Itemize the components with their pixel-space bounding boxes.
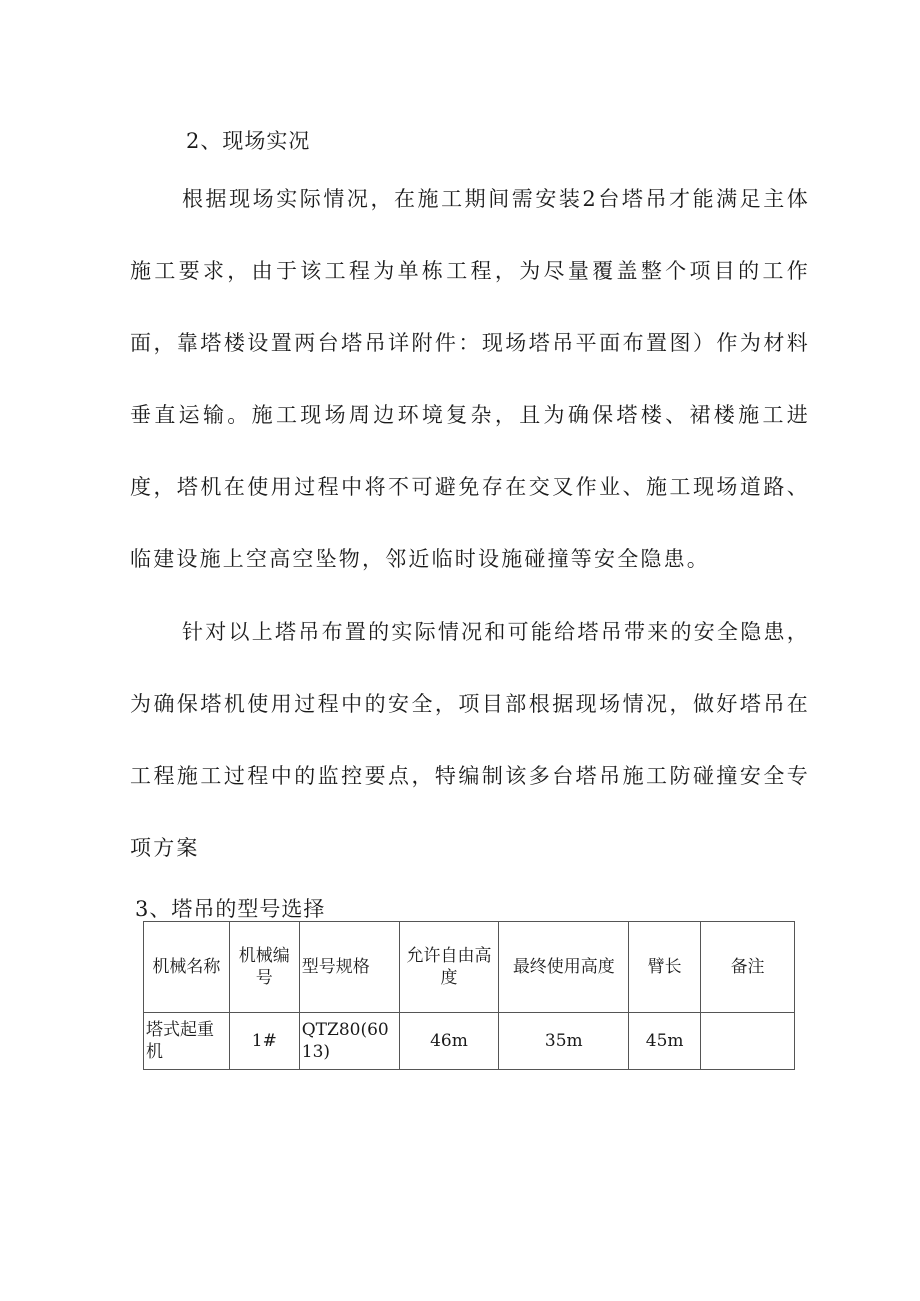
table-cell: 塔式起重机 [144,1013,230,1070]
table-cell: 46m [399,1013,499,1070]
table-cell: 35m [499,1013,629,1070]
paragraph-safety-plan: 针对以上塔吊布置的实际情况和可能给塔吊带来的安全隐患，为确保塔机使用过程中的安全，项目部根据现场情况，做好塔吊在工程施工过程中的监控要点，特编制该多台塔吊施工防碰撞安全专项方案 [130,620,810,860]
header-cell: 臂长 [629,922,701,1013]
header-cell: 备注 [701,922,795,1013]
header-cell: 最终使用高度 [499,922,629,1013]
table-header-row [144,922,795,1013]
table-cell: 45m [629,1013,701,1070]
section-heading-site-conditions: 2、现场实况 [186,129,311,153]
header-cell: 机械名称 [144,922,230,1013]
table-cell [701,1013,795,1070]
crane-spec-table [143,921,795,1070]
table-cell: 1# [229,1013,299,1070]
header-cell: 型号规格 [299,922,399,1013]
table-cell: QTZ80(6013) [299,1013,399,1070]
header-cell: 机械编号 [229,922,299,1013]
paragraph-site-conditions: 根据现场实际情况，在施工期间需安装2台塔吊才能满足主体施工要求，由于该工程为单栋工程，为尽量覆盖整个项目的工作面，靠塔楼设置两台塔吊详附件：现场塔吊平面布置图）作为材料垂直运输。施工现场周边环境复杂，且为确保塔楼、裙楼施工进度，塔机在使用过程中将不可避免存在交叉作业、施工现场道路、临建设施上空高空坠物，邻近临时设施碰撞等安全隐患。 [130,187,810,571]
header-cell: 允许自由高度 [399,922,499,1013]
table-row [144,1013,795,1070]
section-heading-crane-model: 3、塔吊的型号选择 [135,897,326,921]
